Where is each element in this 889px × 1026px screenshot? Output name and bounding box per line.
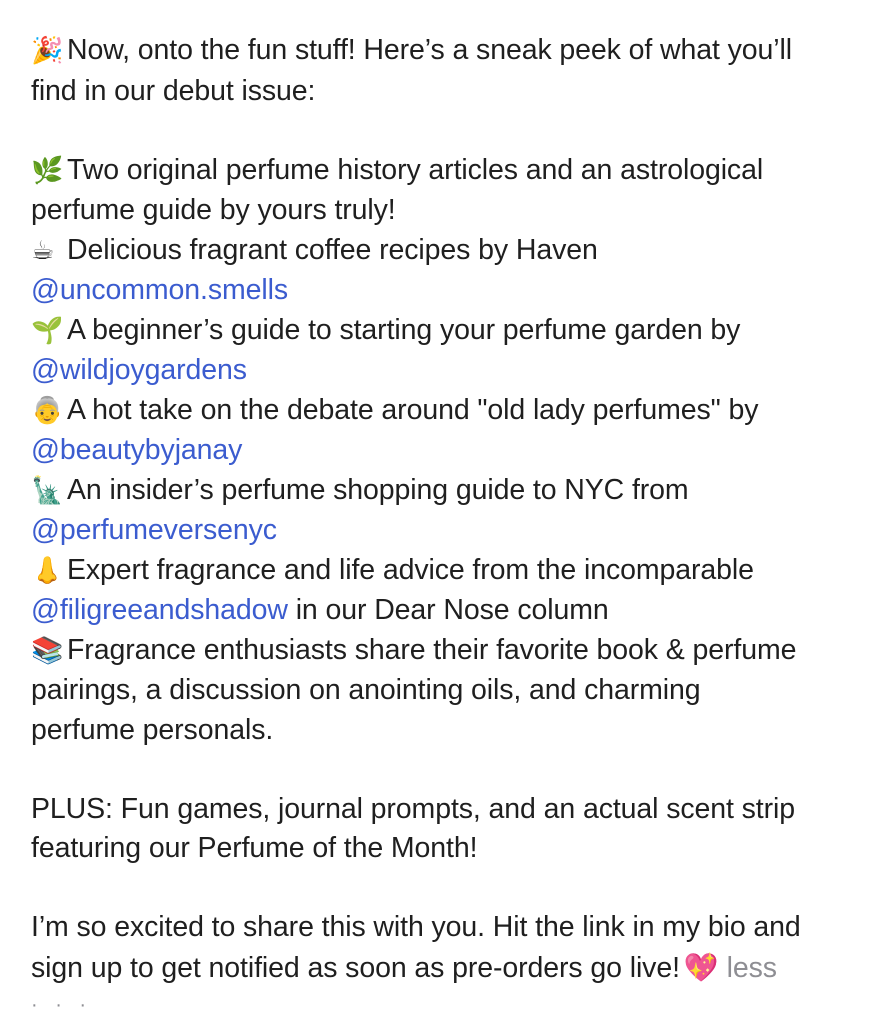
list-item-hot-take: [31, 391, 869, 432]
older-woman-icon: 👵: [31, 395, 64, 426]
list-item-perfume-garden: [31, 311, 869, 352]
list-item-text: Expert fragrance and life advice from the incomparable: [67, 553, 754, 586]
outro-line-1: I’m so excited to share this with you. Hit the link in my bio and: [31, 911, 801, 943]
list-item-coffee-recipes: [31, 231, 869, 272]
intro-line-2: find in our debut issue:: [31, 74, 316, 107]
mention-beautybyjanay[interactable]: @beautybyjanay: [31, 434, 243, 466]
list-item-book-pairings: [31, 631, 869, 672]
intro-line-1: [31, 31, 869, 72]
outro-line-2: [31, 948, 869, 989]
spacer: [31, 750, 869, 790]
mention-wildjoygardens[interactable]: @wildjoygardens: [31, 354, 247, 386]
list-item-dear-nose: [31, 551, 869, 592]
plus-line-1: PLUS: Fun games, journal prompts, and an actual scent strip: [31, 792, 795, 825]
list-item-text-cont: pairings, a discussion on anointing oils, and charming: [31, 674, 701, 706]
intro-text-1: Now, onto the fun stuff! Here’s a sneak peek of what you’ll: [67, 34, 792, 66]
sparkling-heart-icon: 💖: [683, 950, 719, 984]
list-item-text: Two original perfume history articles and an astrological: [67, 153, 764, 186]
mention-uncommon-smells[interactable]: @uncommon.smells: [31, 274, 288, 306]
plus-line-2: featuring our Perfume of the Month!: [31, 832, 478, 864]
list-item-text: A hot take on the debate around "old lady perfumes" by: [67, 393, 759, 426]
hot-beverage-icon: ☕: [31, 235, 55, 266]
list-item-text: An insider’s perfume shopping guide to NYC from: [67, 473, 689, 506]
list-item-text-cont: perfume guide by yours truly!: [31, 194, 396, 226]
spacer: [31, 111, 869, 151]
books-icon: 📚: [31, 635, 64, 666]
herb-icon: 🌿: [31, 155, 64, 186]
list-item-text-cont: perfume personals.: [31, 713, 274, 746]
statue-of-liberty-icon: 🗽: [31, 475, 64, 506]
less-button[interactable]: less: [726, 951, 777, 984]
list-item-history-articles: [31, 151, 869, 192]
list-item-text: Delicious fragrant coffee recipes by Haven: [67, 233, 598, 266]
list-item-text: Fragrance enthusiasts share their favorite book & perfume: [67, 633, 797, 666]
party-popper-icon: 🎉: [31, 36, 64, 66]
nose-icon: 👃: [31, 555, 64, 586]
seedling-icon: 🌱: [31, 315, 64, 346]
truncated-ellipsis: · · ·: [31, 994, 93, 1016]
list-item-nyc-guide: [31, 471, 869, 512]
list-item-text-after: in our Dear Nose column: [287, 594, 609, 626]
outro-text-2: sign up to get notified as soon as pre-orders go live!: [31, 951, 680, 984]
list-item-text: A beginner’s guide to starting your perfume garden by: [67, 313, 741, 346]
spacer: [31, 869, 869, 909]
mention-filigreeandshadow[interactable]: @filigreeandshadow: [31, 594, 288, 626]
mention-perfumeversenyc[interactable]: @perfumeversenyc: [31, 514, 277, 546]
